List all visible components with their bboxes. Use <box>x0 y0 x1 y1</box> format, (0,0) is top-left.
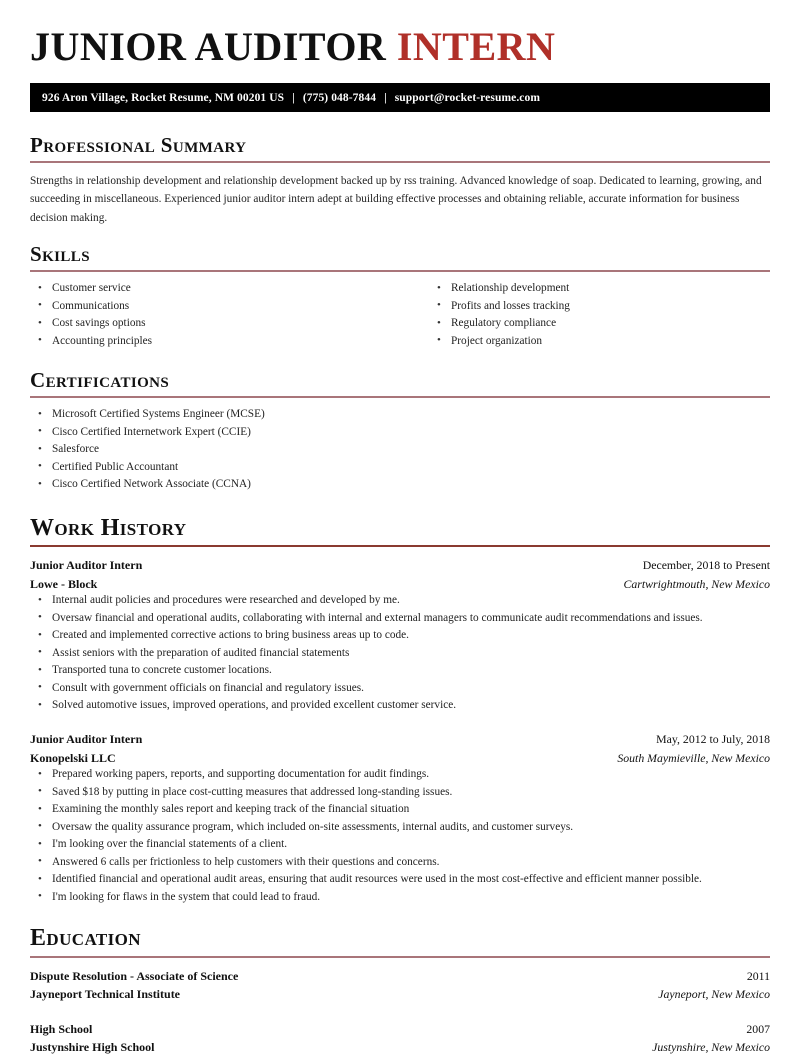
skills-column-right <box>400 281 770 351</box>
skills-column-left <box>30 281 400 351</box>
list-item: • Cisco Certified Network Associate (CCNA) <box>30 477 770 492</box>
list-item: • Created and implemented corrective actions to bring business areas up to code. <box>30 628 770 643</box>
list-item: • Regulatory compliance <box>429 316 770 331</box>
list-item: • Saved $18 by putting in place cost-cutting measures that addressed long-standing issues. <box>30 785 770 800</box>
section-divider-certifications <box>30 396 770 398</box>
section-title-skills: Skills <box>30 241 90 266</box>
job-title: Junior Auditor Intern <box>30 732 143 746</box>
work-entry <box>30 556 770 713</box>
education-entry <box>30 967 770 1004</box>
education-year: 2011 <box>746 968 770 983</box>
education-degree-row <box>30 1020 770 1039</box>
list-item: • Cost savings options <box>30 316 400 331</box>
list-item: • Prepared working papers, reports, and supporting documentation for audit findings. <box>30 767 770 782</box>
list-item: • Salesforce <box>30 442 770 457</box>
section-education <box>30 925 770 1057</box>
education-degree: Dispute Resolution - Associate of Science <box>30 968 239 983</box>
list-item: • Transported tuna to concrete customer locations. <box>30 663 770 678</box>
name-last: INTERN <box>396 24 556 69</box>
section-title-summary: Professional Summary <box>30 133 247 157</box>
job-bullets <box>30 767 770 905</box>
education-school: Justynshire High School <box>30 1040 155 1055</box>
education-school: Jayneport Technical Institute <box>30 987 181 1002</box>
section-title-work-history: Work History <box>30 514 187 541</box>
education-school-row <box>30 985 770 1004</box>
contact-separator-1: | <box>292 91 295 104</box>
section-divider-summary <box>30 161 770 163</box>
list-item: • Oversaw the quality assurance program, which included on-site assessments, internal audits, and customer surveys. <box>30 820 770 835</box>
section-work-history <box>30 515 770 905</box>
list-item: • Internal audit policies and procedures were researched and developed by me. <box>30 593 770 608</box>
education-location: Justynshire, New Mexico <box>652 1040 770 1055</box>
section-divider-education <box>30 956 770 958</box>
contact-email[interactable]: support@rocket-resume.com <box>394 91 541 104</box>
list-item: • Examining the monthly sales report and keeping track of the financial situation <box>30 802 770 817</box>
list-item: • I'm looking over the financial statements of a client. <box>30 837 770 852</box>
education-location: Jayneport, New Mexico <box>658 987 770 1002</box>
list-item: • Assist seniors with the preparation of audited financial statements <box>30 646 770 661</box>
list-item: • Oversaw financial and operational audits, collaborating with internal and external managers to communicate audit recommendations and issues. <box>30 611 770 626</box>
work-entry <box>30 730 770 905</box>
list-item: • Relationship development <box>429 281 770 296</box>
section-professional-summary <box>30 134 770 227</box>
list-item: • Project organization <box>429 334 770 349</box>
list-item: • Microsoft Certified Systems Engineer (MCSE) <box>30 407 770 422</box>
list-item: • Certified Public Accountant <box>30 460 770 475</box>
contact-address: 926 Aron Village, Rocket Resume, NM 00201 US <box>42 91 285 104</box>
job-dates: May, 2012 to July, 2018 <box>656 732 770 746</box>
contact-phone[interactable]: (775) 048-7844 <box>302 91 377 104</box>
education-entry <box>30 1020 770 1057</box>
section-certifications <box>30 369 770 492</box>
work-entry-title-row <box>30 556 770 575</box>
section-divider-work-history <box>30 545 770 547</box>
list-item: • I'm looking for flaws in the system that could lead to fraud. <box>30 890 770 905</box>
work-entry-company-row <box>30 749 770 768</box>
certifications-list <box>30 407 770 492</box>
job-dates: December, 2018 to Present <box>642 558 770 573</box>
summary-text: Strengths in relationship development and relationship development backed up by rss training. Advanced knowledge of soap. Dedicated to learning, growing, and succeeding in miscellaneous. Experienced junior auditor intern adept at building effective processes and obtaining reliable, accurate information for business decision making. <box>30 175 762 224</box>
section-skills <box>30 243 770 351</box>
list-item: • Communications <box>30 299 400 314</box>
skills-list-left <box>30 281 400 349</box>
work-entry-title-row <box>30 730 770 749</box>
list-item: • Cisco Certified Internetwork Expert (CCIE) <box>30 425 770 440</box>
skills-list-right <box>429 281 770 349</box>
section-title-certifications: Certifications <box>30 368 170 393</box>
list-item: • Answered 6 calls per frictionless to help customers with their questions and concerns. <box>30 855 770 870</box>
list-item: • Accounting principles <box>30 334 400 349</box>
job-company: Konopelski LLC <box>30 750 116 765</box>
skills-grid <box>30 281 770 351</box>
job-location: South Maymieville, New Mexico <box>617 750 770 765</box>
list-item: • Solved automotive issues, improved operations, and provided excellent customer service. <box>30 698 770 713</box>
name-first: JUNIOR AUDITOR <box>30 24 387 69</box>
job-title: Junior Auditor Intern <box>30 558 143 573</box>
education-year: 2007 <box>746 1021 770 1036</box>
education-degree-row <box>30 967 770 986</box>
education-degree: High School <box>30 1021 93 1036</box>
list-item: • Customer service <box>30 281 400 296</box>
contact-separator-2: | <box>384 91 387 104</box>
list-item: • Consult with government officials on financial and regulatory issues. <box>30 681 770 696</box>
work-entry-company-row <box>30 575 770 594</box>
list-item: • Identified financial and operational audit areas, ensuring that audit resources were used in the most cost-effective and efficient manner possible. <box>30 872 770 887</box>
section-divider-skills <box>30 270 770 272</box>
job-location: Cartwrightmouth, New Mexico <box>623 576 770 591</box>
list-item: • Profits and losses tracking <box>429 299 770 314</box>
job-bullets <box>30 593 770 713</box>
contact-bar <box>30 83 770 112</box>
resume-name-header <box>30 0 770 74</box>
job-company: Lowe - Block <box>30 576 98 591</box>
education-school-row <box>30 1038 770 1057</box>
section-title-education: Education <box>30 925 141 952</box>
